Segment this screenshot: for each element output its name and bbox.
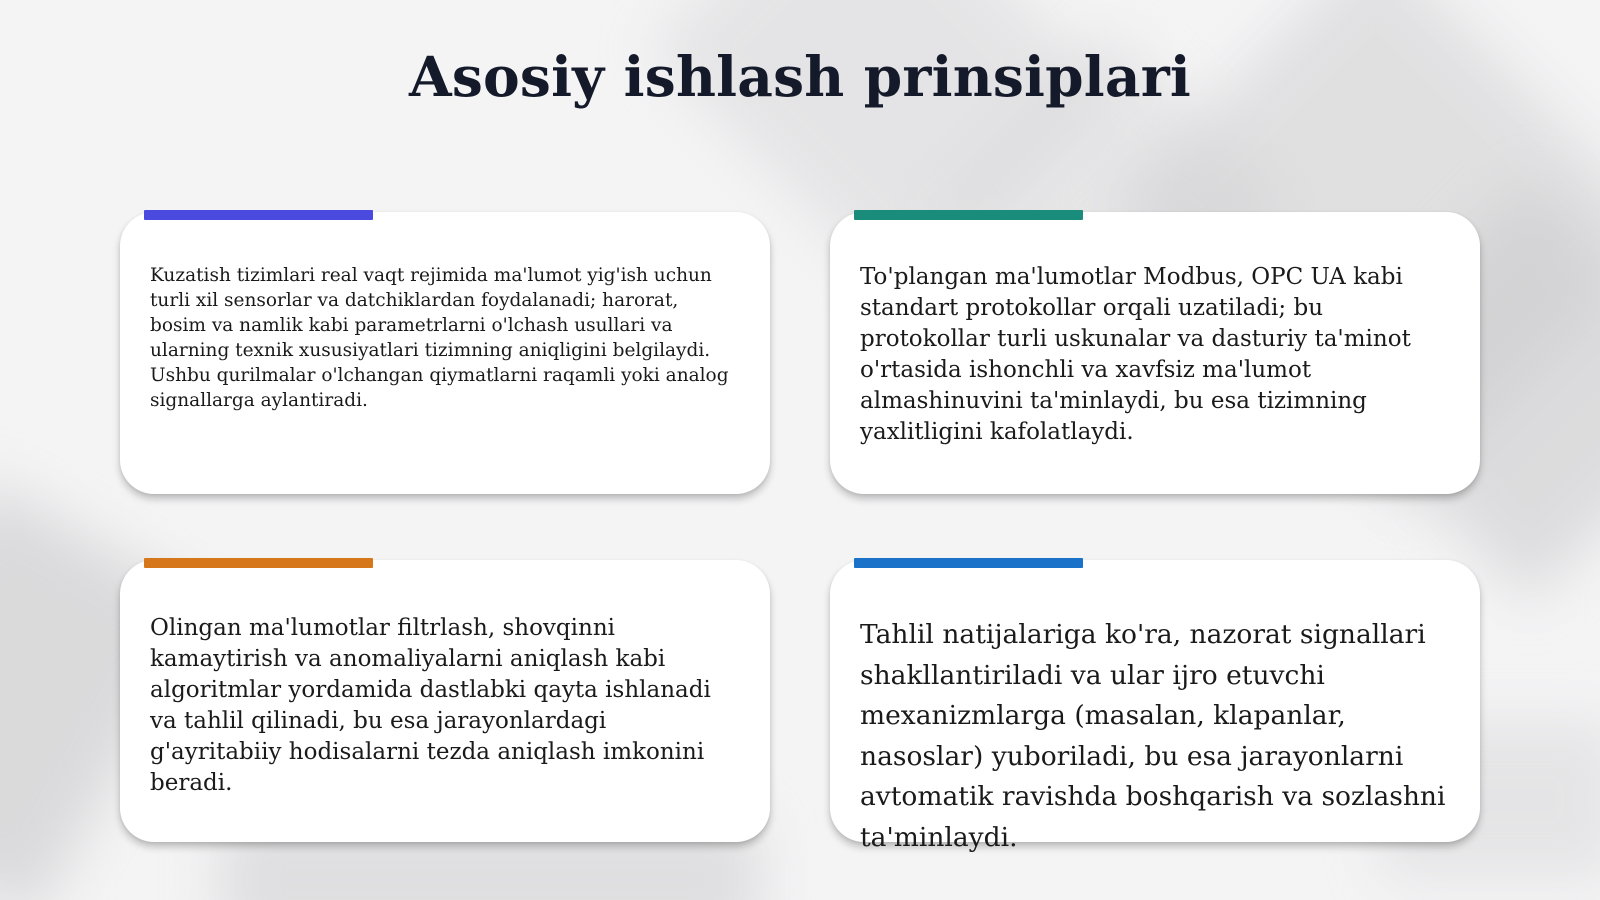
card-3-text: Olingan ma'lumotlar filtrlash, shovqinni kamaytirish va anomaliyalarni aniqlash kabi algoritmlar yordamida dastlabki qayta ishlanadi va tahlil qilinadi, bu esa jarayonlardagi g'ayritabiiy hodisalarni tezda aniqlash imkonini beradi. [150,615,711,796]
card-processing [120,560,770,842]
card-2-text: To'plangan ma'lumotlar Modbus, OPC UA kabi standart protokollar orqali uzatiladi; bu protokollar turli uskunalar va dasturiy ta'minot o'rtasida ishonchli va xavfsiz ma'lumot almashinuvini ta'minlaydi, bu esa tizimning yaxlitligini kafolatlaydi. [860,264,1411,445]
card-control [830,560,1480,853]
card-4-accent-bar [854,558,1083,568]
card-3-accent-bar [144,558,373,568]
card-protocols [830,212,1480,494]
card-1-text: Kuzatish tizimlari real vaqt rejimida ma'lumot yig'ish uchun turli xil sensorlar va datchiklardan foydalanadi; harorat, bosim va namlik kabi parametrlarni o'lchash usullari va ularning texnik xususiyatlari tizimning aniqligini belgilaydi. Ushbu qurilmalar o'lchangan qiymatlarni raqamli yoki analog signallarga aylantiradi. [150,265,729,411]
card-4-text: Tahlil natijalariga ko'ra, nazorat signallari shakllantiriladi va ular ijro etuvchi mexanizmlarga (masalan, klapanlar, nasoslar) yuboriladi, bu esa jarayonlarni avtomatik ravishda boshqarish va sozlashni ta'minlaydi. [860,619,1446,853]
card-2-accent-bar [854,210,1083,220]
card-sensors [120,212,770,494]
slide-title: Asosiy ishlash prinsiplari [409,44,1191,109]
card-1-accent-bar [144,210,373,220]
